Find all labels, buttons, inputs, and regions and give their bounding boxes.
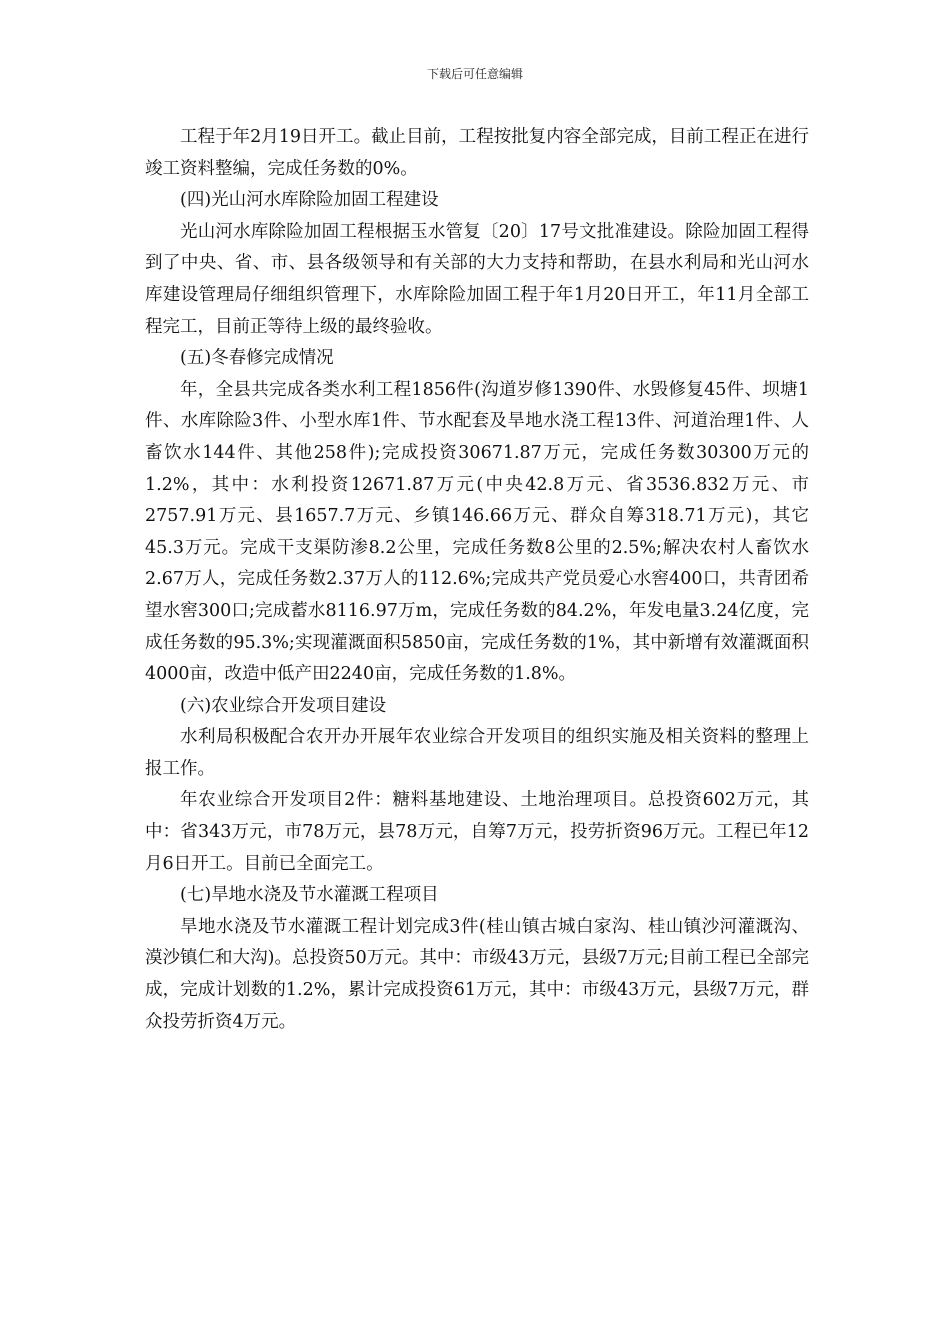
paragraph-agri-development-intro: 水利局积极配合农开办开展年农业综合开发项目的组织实施及相关资料的整理上报工作。 (145, 727, 809, 779)
paragraph-reservoir-reinforcement: 光山河水库除险加固工程根据玉水管复〔20〕17号文批准建设。除险加固工程得到了中央、省、市、县各级领导和有关部的大力支持和帮助，在县水利局和光山河水库建设管理局仔细组织管理下，水库除险加固工程于年1月20日开工，年11月全部工程完工，目前正等待上级的最终验收。 (145, 221, 809, 337)
document-body (145, 122, 809, 1038)
paragraph-project-completion: 工程于年2月19日开工。截止目前，工程按批复内容全部完成，目前工程正在进行竣工资料整编，完成任务数的0%。 (145, 127, 809, 179)
paragraph-winter-spring-works: 年，全县共完成各类水利工程1856件(沟道岁修1390件、水毁修复45件、坝塘1件、水库除险3件、小型水库1件、节水配套及旱地水浇工程13件、河道治理1件、人畜饮水144件、其他258件);完成投资30671.87万元，完成任务数30300万元的1.2%，其中：水利投资12671.87万元(中央42.8万元、省3536.832万元、市2757.91万元、县1657.7万元、乡镇146.66万元、群众自筹318.71万元)，其它45.3万元。完成干支渠防渗8.2公里，完成任务数8公里的2.5%;解决农村人畜饮水2.67万人，完成任务数2.37万人的112.6%;完成共产党员爱心水窖400口，共青团希望水窖300口;完成蓄水8116.97万m，完成任务数的84.2%，年发电量3.24亿度，完成任务数的95.3%;实现灌溉面积5850亩，完成任务数的1%，其中新增有效灌溉面积4000亩，改造中低产田2240亩，完成任务数的1.8%。 (145, 379, 809, 685)
section-heading-5: (五)冬春修完成情况 (180, 348, 334, 369)
section-heading-7: (七)旱地水浇及节水灌溉工程项目 (180, 885, 439, 906)
paragraph-agri-development-projects: 年农业综合开发项目2件：糖料基地建设、土地治理项目。总投资602万元，其中：省343万元，市78万元，县78万元，自筹7万元，投劳折资96万元。工程已年12月6日开工。目前已全面完工。 (145, 790, 809, 874)
paragraph-irrigation-projects: 旱地水浇及节水灌溉工程计划完成3件(桂山镇古城白家沟、桂山镇沙河灌溉沟、漠沙镇仁和大沟)。总投资50万元。其中：市级43万元，县级7万元;目前工程已全部完成，完成计划数的1.2%，累计完成投资61万元，其中：市级43万元，县级7万元，群众投劳折资4万元。 (145, 916, 809, 1032)
section-heading-6: (六)农业综合开发项目建设 (180, 695, 387, 716)
page-header: 下载后可任意编辑 (426, 67, 523, 81)
section-heading-4: (四)光山河水库除险加固工程建设 (180, 190, 439, 211)
